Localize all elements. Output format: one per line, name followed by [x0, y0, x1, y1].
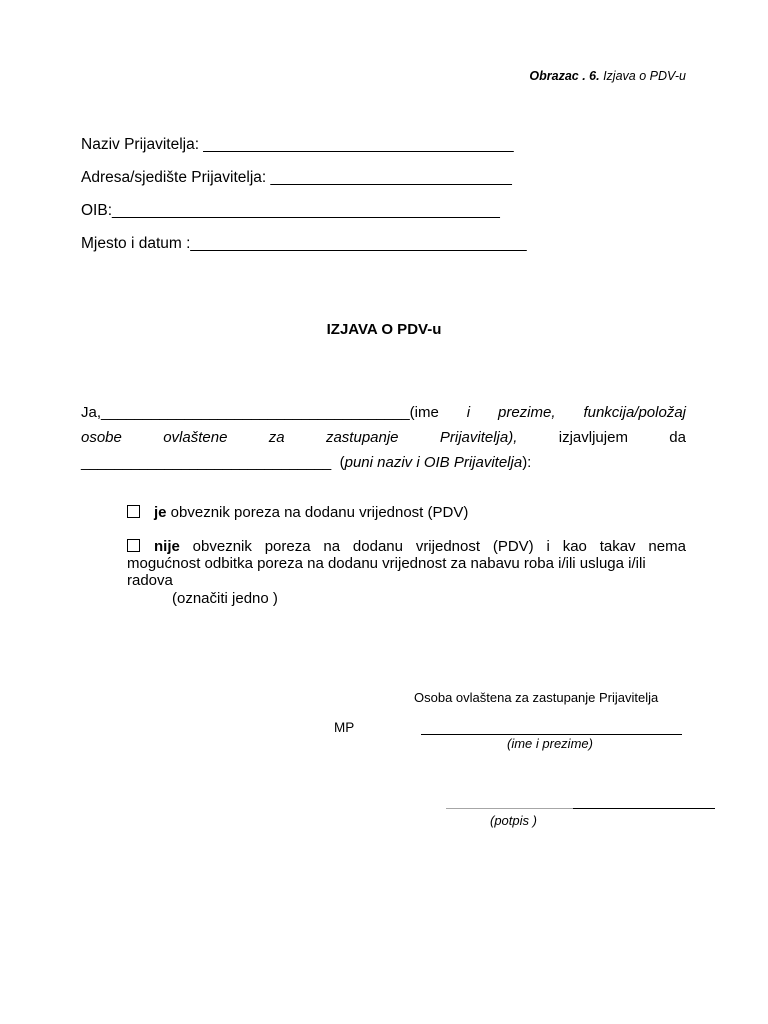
declaration-word: ):	[522, 454, 532, 471]
option-not-vat-payer-checkbox[interactable]	[127, 539, 140, 552]
option-word: nema	[648, 538, 686, 555]
option-not-vat-payer-line-3: radova	[127, 572, 173, 589]
declaration-word: Ja,_____________________________________(ime	[81, 404, 439, 421]
option-word: na	[323, 538, 341, 555]
option-not-vat-payer	[127, 538, 686, 589]
option-word: poreza	[264, 538, 311, 555]
applicant-name-field[interactable]: Naziv Prijavitelja: ____________________________________	[81, 136, 514, 153]
signature-line-grey	[446, 808, 573, 809]
declaration-word: zastupanje	[325, 429, 399, 446]
name-caption: (ime i prezime)	[507, 736, 593, 751]
form-header	[529, 70, 686, 83]
declaration-line-3	[81, 455, 531, 470]
declaration-word: osobe	[81, 429, 122, 446]
declaration-word: izjavljujem	[558, 429, 628, 446]
option-word: vrijednost	[415, 538, 481, 555]
option-word: dodanu	[352, 538, 403, 555]
stamp-label: MP	[334, 720, 355, 735]
declaration-word: funkcija/položaj	[583, 404, 686, 421]
form-number: Obrazac . 6.	[529, 69, 600, 83]
option-not-vat-payer-line-2: mogućnost odbitka poreza na dodanu vrijednost za nabavu roba i/ili usluga i/ili	[127, 555, 646, 572]
applicant-full-name-oib-field[interactable]: ______________________________ (	[81, 454, 345, 471]
option-word: obveznik	[192, 538, 252, 555]
option-vat-payer-checkbox[interactable]	[127, 505, 140, 518]
place-date-field[interactable]: Mjesto i datum :_______________________________________	[81, 235, 527, 252]
declaration-word: za	[268, 429, 285, 446]
representative-name-line[interactable]	[421, 734, 682, 735]
option-word: (PDV)	[492, 538, 534, 555]
option-word: takav	[599, 538, 636, 555]
declaration-word: prezime,	[498, 404, 556, 421]
declaration-line-1	[81, 405, 686, 420]
document-title: IZJAVA O PDV-u	[326, 321, 442, 338]
declarant-name-field[interactable]	[81, 405, 439, 420]
option-word: kao	[562, 538, 587, 555]
option-word: i	[546, 538, 550, 555]
option-not-vat-payer-bold: nije	[154, 538, 180, 555]
signature-caption: (potpis )	[490, 813, 537, 828]
signature-line[interactable]	[573, 808, 715, 809]
applicant-address-field[interactable]: Adresa/sjedište Prijavitelja: ____________________________	[81, 169, 512, 186]
oib-field[interactable]: OIB:_____________________________________________	[81, 202, 500, 219]
option-vat-payer-bold: je	[154, 504, 167, 521]
option-not-vat-payer-lead	[127, 538, 180, 555]
declaration-word: i	[466, 404, 471, 421]
choose-one-note: (označiti jedno )	[172, 590, 278, 607]
option-not-vat-payer-line-1	[127, 538, 686, 555]
option-vat-payer	[127, 505, 468, 520]
option-vat-payer-text: obveznik poreza na dodanu vrijednost (PDV)	[166, 504, 469, 521]
declaration-word: puni naziv i OIB Prijavitelja	[344, 454, 523, 471]
declaration-word: da	[669, 429, 686, 446]
representative-label: Osoba ovlaštena za zastupanje Prijavitelja	[414, 690, 659, 705]
declaration-word: ovlaštene	[163, 429, 228, 446]
declaration-word: Prijavitelja),	[439, 429, 518, 446]
declaration-line-2	[81, 430, 686, 445]
form-title: Izjava o PDV-u	[599, 69, 686, 83]
